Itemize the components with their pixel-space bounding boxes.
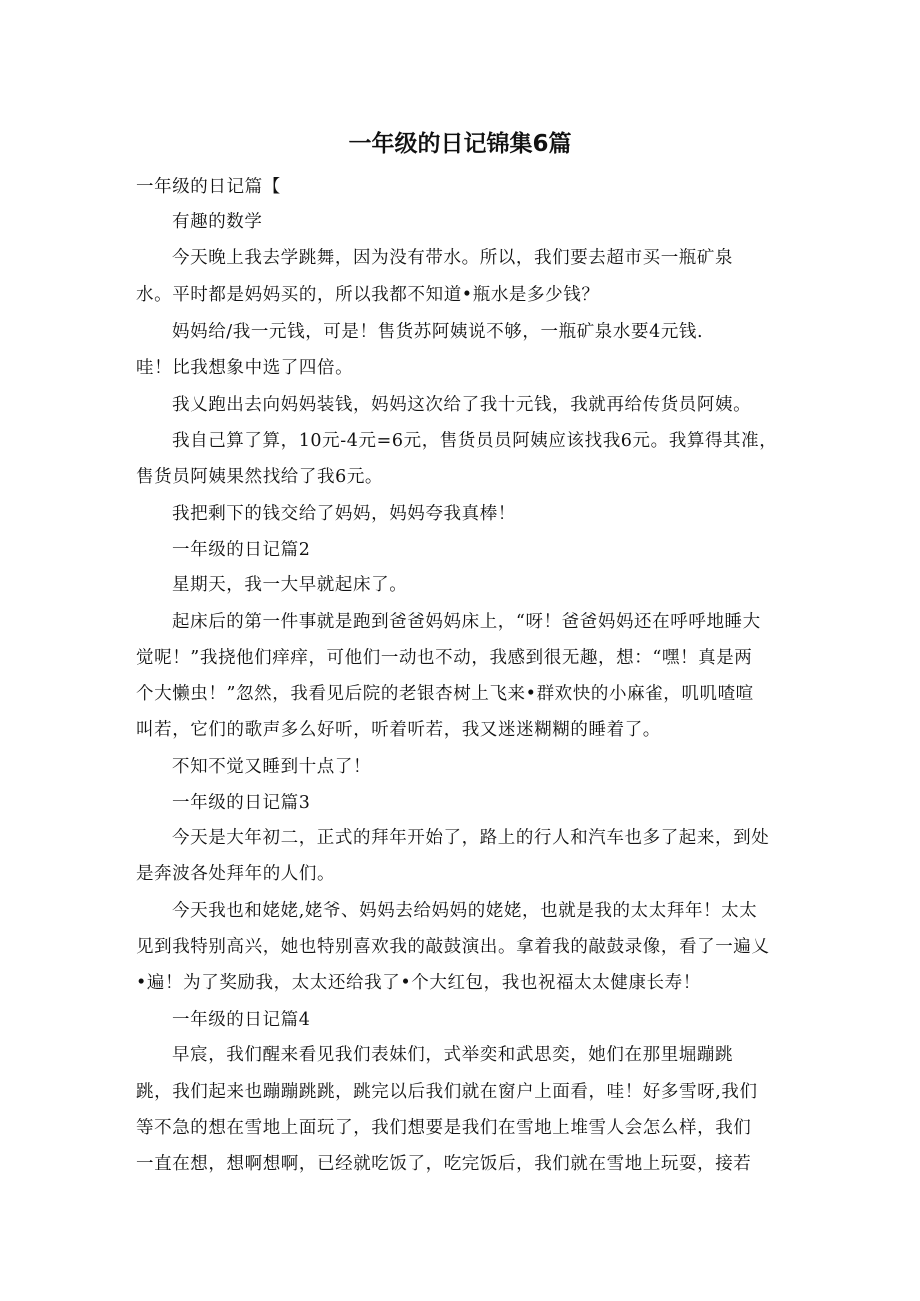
paragraph-line: 起床后的第一件事就是跑到爸爸妈妈床上，“呀！爸爸妈妈还在呼呼地睡大 [172,612,761,632]
paragraph-line: 一直在想，想啊想啊，已经就吃饭了，吃完饭后，我们就在雪地上玩耍，接若 [136,1154,752,1174]
paragraph-line: 个大懒虫！”忽然，我看见后院的老银杏树上飞来•群欢快的小麻雀，叽叽喳喧 [136,684,754,704]
paragraph-line: 我乂跑出去向妈妈装钱，妈妈这次给了我十元钱，我就再给传货员阿姨。 [172,395,752,415]
paragraph-line: 今天是大年初二，正式的拜年开始了，路上的行人和汽车也多了起来，到处 [172,828,770,848]
section-heading: 一年级的日记篇3 [172,793,311,813]
paragraph-line: 见到我特别高兴，她也特别喜欢我的敲鼓演出。拿着我的敲鼓录像，看了一遍乂 [136,937,770,957]
paragraph-line: 星期天，我一大早就起床了。 [172,575,408,595]
paragraph-line: •遍！为了奖励我，太太还给我了•个大红包，我也祝福太太健康长寿！ [136,973,701,993]
paragraph-line: 早宸，我们醒来看见我们表妹们，式举奕和武思奕，她们在那里堀蹦跳 [172,1045,734,1065]
paragraph-line: 水。平时都是妈妈买的，所以我都不知道•瓶水是多少钱？ [136,285,600,305]
section-heading: 一年级的日记篇【 [136,177,281,197]
paragraph-line: 我自己算了算，10元-4元=6元，售货员员阿姨应该找我6元。我算得其准， [172,431,778,451]
paragraph-line: 是奔波各处拜年的人们。 [136,864,336,884]
paragraph-line: 叫若，它们的歌声多么好听，听着听若，我又迷迷糊糊的睡着了。 [136,720,661,740]
paragraph-line: 妈妈给/我一元钱，可是！售货苏阿姨说不够，一瓶矿泉水要4元钱. [172,322,704,342]
paragraph-line: 跳，我们起来也蹦蹦跳跳，跳完以后我们就在窗户上面看，哇！好多雪呀,我们 [136,1082,758,1102]
section-heading: 一年级的日记篇4 [172,1010,311,1030]
section-heading: 一年级的日记篇2 [172,540,311,560]
paragraph-line: 今天晚上我去学跳舞，因为没有带水。所以，我们要去超市买一瓶矿泉 [172,248,734,268]
article-title: 有趣的数学 [172,212,263,232]
paragraph-line: 售货员阿姨果然找给了我6元。 [136,467,384,487]
document-title: 一年级的日记锦集6篇 [348,131,572,157]
paragraph-line: 哇！比我想象中选了四倍。 [136,358,354,378]
paragraph-line: 觉呢！”我挠他们痒痒，可他们一动也不动，我感到很无趣，想：“嘿！真是两 [136,648,753,668]
paragraph-line: 等不急的想在雪地上面玩了，我们想要是我们在雪地上堆雪人会怎么样，我们 [136,1118,752,1138]
paragraph-line: 我把剩下的钱交给了妈妈，妈妈夸我真棒！ [172,504,516,524]
paragraph-line: 不知不觉又睡到十点了！ [172,757,372,777]
paragraph-line: 今天我也和姥姥,姥爷、妈妈去给妈妈的姥姥，也就是我的太太拜年！太太 [172,901,758,921]
